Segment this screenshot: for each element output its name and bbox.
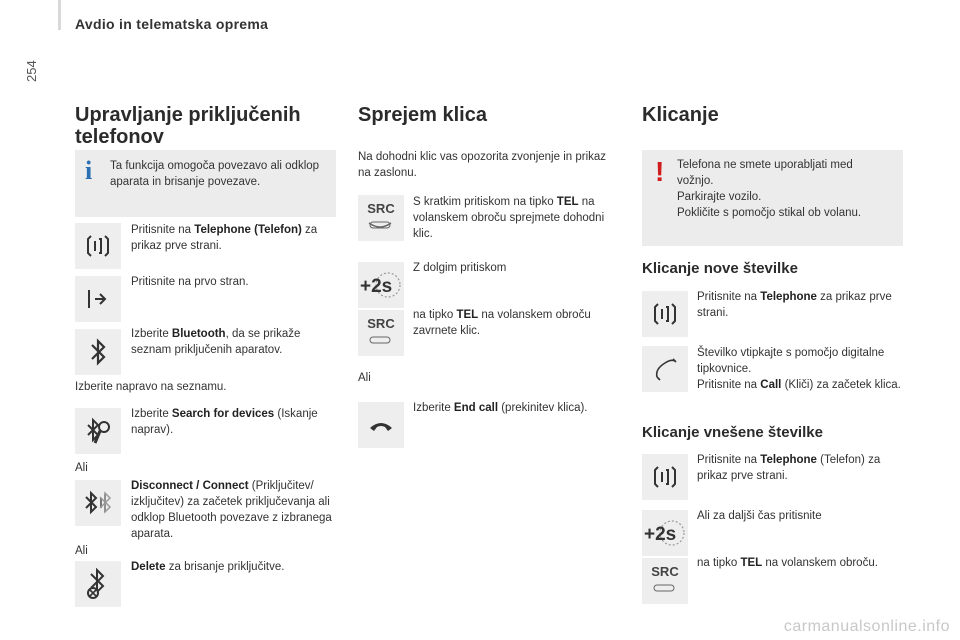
- col2-step3: na tipko TEL na volanskem obroču zavrnete klic.: [413, 309, 591, 337]
- col3-step5: na tipko TEL na volanskem obroču.: [697, 557, 878, 569]
- header-bar: [58, 0, 61, 30]
- two-second-icon: [358, 262, 404, 308]
- warning-line-3: Pokličite s pomočjo stikal ob volanu.: [677, 207, 862, 219]
- src-label-3: SRC: [651, 565, 678, 597]
- header-title: Avdio in telematska oprema: [75, 16, 269, 32]
- page-number: 254: [24, 60, 39, 82]
- bluetooth-connect-icon: [75, 480, 121, 526]
- end-call-icon: [358, 402, 404, 448]
- col3-step4: Ali za daljši čas pritisnite: [697, 510, 822, 522]
- search-devices-icon: [75, 408, 121, 454]
- page-arrow-icon: [75, 276, 121, 322]
- two-second-label: +2s: [360, 276, 393, 297]
- src-button-icon-3: [642, 558, 688, 604]
- col3-step3: Pritisnite na Telephone (Telefon) za prikaz prve strani.: [697, 454, 881, 482]
- warning-line-1: Telefona ne smete uporabljati med vožnjo.: [677, 159, 853, 187]
- col1-step3: Izberite Bluetooth, da se prikaže seznam priključenih aparatov.: [131, 328, 301, 356]
- col1-title: Upravljanje priključenih telefonov: [75, 104, 301, 148]
- col1-ali-2: Ali: [75, 545, 88, 557]
- col2-step2: Z dolgim pritiskom: [413, 262, 507, 274]
- col1-step6: Delete za brisanje priključitve.: [131, 561, 285, 573]
- col1-step5: Disconnect / Connect (Priključitev/ izključitev) za začetek priključevanja ali odklop Bluetooth povezave z izbranega aparata.: [131, 480, 332, 540]
- two-second-icon-2: [642, 510, 688, 556]
- col2-intro: Na dohodni klic vas opozorita zvonjenje in prikaz na zaslonu.: [358, 151, 607, 179]
- col1-step4: Izberite Search for devices (Iskanje naprav).: [131, 408, 318, 436]
- warning-icon: !: [655, 156, 665, 187]
- col3-title: Klicanje: [642, 104, 719, 126]
- col2-ali: Ali: [358, 372, 371, 384]
- col1-step1: Pritisnite na Telephone (Telefon) za prikaz prve strani.: [131, 224, 318, 252]
- col3-step1: Pritisnite na Telephone za prikaz prve strani.: [697, 291, 892, 319]
- info-text: Ta funkcija omogoča povezavo ali odklop aparata in brisanje povezave.: [110, 160, 320, 188]
- src-button-icon: [358, 195, 404, 241]
- phone-icon-2: [642, 291, 688, 337]
- call-icon: [642, 346, 688, 392]
- two-second-label-2: +2s: [644, 524, 677, 545]
- bluetooth-icon: [75, 329, 121, 375]
- info-box: [75, 150, 336, 217]
- warning-box: [642, 150, 903, 246]
- col1-ali-1: Ali: [75, 462, 88, 474]
- col1-step2: Pritisnite na prvo stran.: [131, 276, 249, 288]
- col3-subtitle-1: Klicanje nove številke: [642, 260, 798, 277]
- bluetooth-delete-icon: [75, 561, 121, 607]
- col2-step1: S kratkim pritiskom na tipko TEL na volanskem obroču sprejmete dohodni klic.: [413, 196, 605, 240]
- col3-step2: Številko vtipkajte s pomočjo digitalne tipkovnice. Pritisnite na Call (Kliči) za začetek klica.: [697, 347, 901, 391]
- src-label: SRC: [367, 202, 394, 234]
- phone-icon: [75, 223, 121, 269]
- info-icon: i: [85, 156, 93, 185]
- warning-line-2: Parkirajte vozilo.: [677, 191, 762, 203]
- phone-icon-3: [642, 454, 688, 500]
- col3-subtitle-2: Klicanje vnešene številke: [642, 424, 823, 441]
- col2-title: Sprejem klica: [358, 104, 487, 126]
- col2-step4: Izberite End call (prekinitev klica).: [413, 402, 588, 414]
- src-button-icon-2: [358, 310, 404, 356]
- watermark: carmanualsonline.info: [783, 618, 950, 635]
- src-label-2: SRC: [367, 317, 394, 349]
- col1-select-device: Izberite napravo na seznamu.: [75, 381, 227, 393]
